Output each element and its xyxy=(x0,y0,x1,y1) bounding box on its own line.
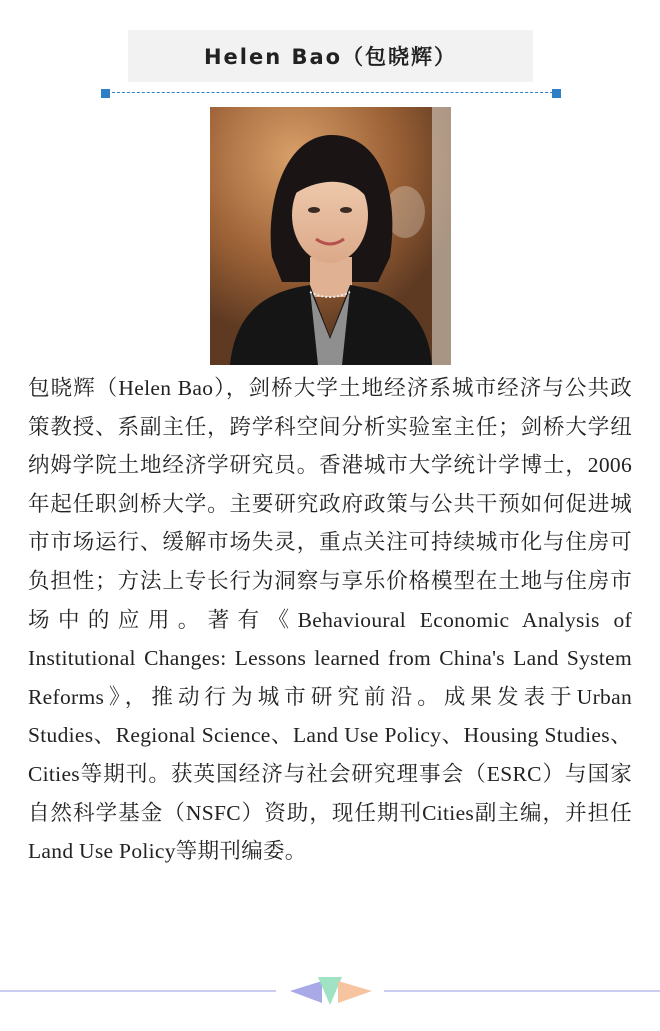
footer-ornament xyxy=(0,975,660,1015)
title-divider xyxy=(102,92,558,95)
bio-text: 包晓辉（Helen Bao），剑桥大学土地经济系城市经济与公共政策教授、系副主任，跨学科空间分析实验室主任；剑桥大学纽纳姆学院土地经济学研究员。香港城市大学统计学博士，2006年起任职剑桥大学。主要研究政府政策与公共干预如何促进城市市场运行、缓解市场失灵，重点关注可持续城市化与住房可负担性；方法上专长行为洞察与享乐价格模型在土地与住房市场中的应用。著有《Behavioural Economic Analysis of Institutional Changes: Lessons learned from China's Land System Reforms》，推动行为城市研究前沿。成果发表于Urban Studies、Regional Science、Land Use Policy、Housing Studies、Cities等期刊。获英国经济与社会研究理事会（ESRC）与国家自然科学基金（NSFC）资助，现任期刊Cities副主编，并担任Land Use Policy等期刊编委。 xyxy=(28,376,632,864)
triangle-ornament-icon xyxy=(0,975,660,1015)
divider-dot-left xyxy=(101,89,110,98)
title-box xyxy=(128,30,533,82)
page-title: Helen Bao（包晓辉） xyxy=(203,45,458,69)
divider-dot-right xyxy=(552,89,561,98)
portrait-photo xyxy=(210,107,451,365)
